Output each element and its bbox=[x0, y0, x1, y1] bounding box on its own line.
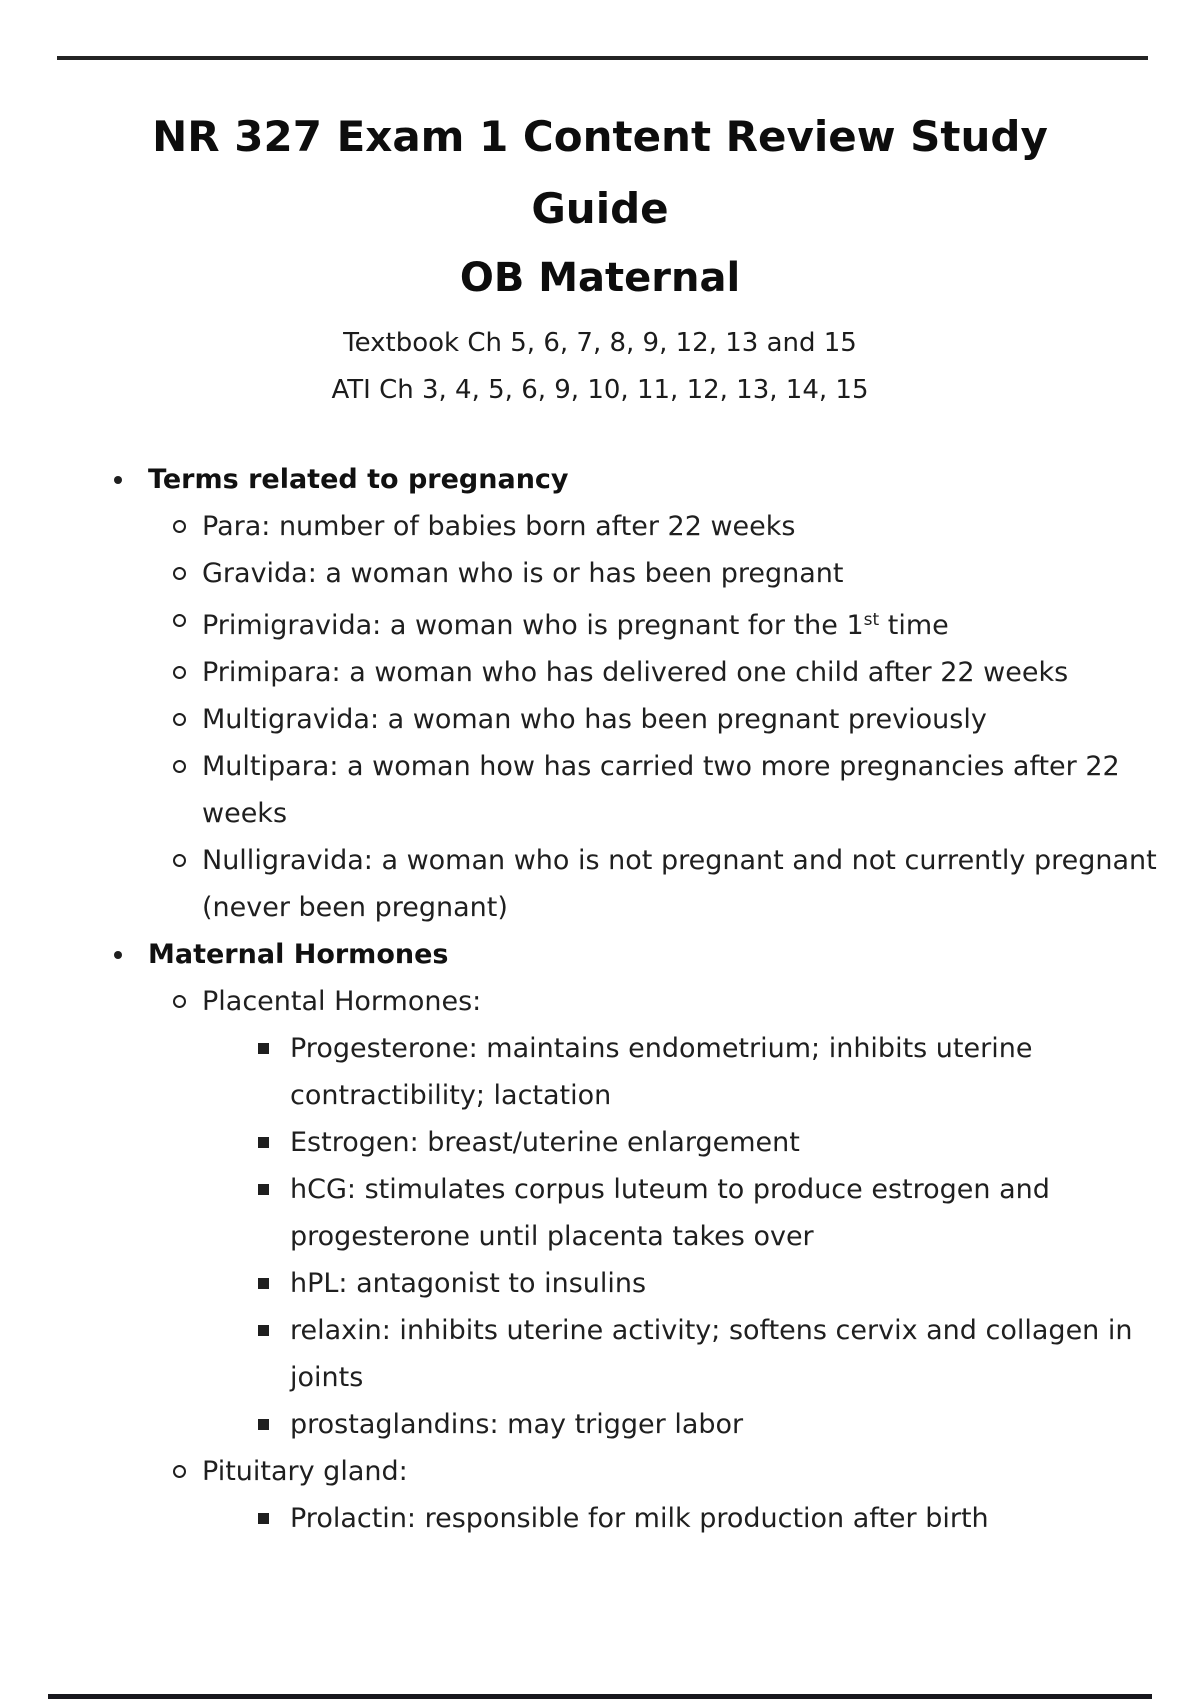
square-bullet-icon bbox=[258, 1419, 269, 1430]
text-line: Prolactin: responsible for milk production after birth bbox=[290, 1503, 989, 1534]
text-line: Nulligravida: a woman who is not pregnant and not currently pregnant bbox=[202, 845, 1157, 876]
ati-reference: ATI Ch 3, 4, 5, 6, 9, 10, 11, 12, 13, 14, 15 bbox=[331, 375, 869, 405]
square-bullet-icon bbox=[258, 1513, 269, 1524]
square-bullet-icon bbox=[258, 1278, 269, 1289]
term-primigravida bbox=[0, 597, 1200, 649]
section-terms-heading bbox=[0, 456, 1200, 503]
square-bullet-icon bbox=[258, 1325, 269, 1336]
text-line: (never been pregnant) bbox=[202, 892, 508, 923]
text-line: joints bbox=[290, 1362, 364, 1393]
text-line: weeks bbox=[202, 798, 288, 829]
term-nulligravida bbox=[0, 837, 1200, 931]
term-gravida bbox=[0, 550, 1200, 597]
hormone-hpl bbox=[0, 1260, 1200, 1307]
text-line: Progesterone: maintains endometrium; inhibits uterine bbox=[290, 1033, 1033, 1064]
circle-bullet-icon bbox=[173, 854, 186, 867]
hormone-relaxin bbox=[0, 1307, 1200, 1401]
circle-bullet-icon bbox=[173, 760, 186, 773]
square-bullet-icon bbox=[258, 1043, 269, 1054]
text-line: Gravida: a woman who is or has been pregnant bbox=[202, 558, 844, 589]
text-line: relaxin: inhibits uterine activity; softens cervix and collagen in bbox=[290, 1315, 1133, 1346]
textbook-reference: Textbook Ch 5, 6, 7, 8, 9, 12, 13 and 15 bbox=[343, 328, 857, 358]
hormone-progesterone bbox=[0, 1025, 1200, 1119]
text-line: Placental Hormones: bbox=[202, 986, 482, 1017]
page-title-line-1: NR 327 Exam 1 Content Review Study bbox=[152, 112, 1048, 161]
superscript-st: st bbox=[863, 610, 880, 630]
circle-bullet-icon bbox=[173, 666, 186, 679]
text-line: contractibility; lactation bbox=[290, 1080, 612, 1111]
page-title bbox=[0, 101, 1200, 245]
square-bullet-icon bbox=[258, 1184, 269, 1195]
outline-list bbox=[0, 456, 1200, 1542]
text-line: hPL: antagonist to insulins bbox=[290, 1268, 647, 1299]
text-line: Para: number of babies born after 22 weeks bbox=[202, 511, 796, 542]
term-multipara bbox=[0, 743, 1200, 837]
text-line: Estrogen: breast/uterine enlargement bbox=[290, 1127, 800, 1158]
section-maternal-hormones-heading bbox=[0, 931, 1200, 978]
text-line: hCG: stimulates corpus luteum to produce estrogen and bbox=[290, 1174, 1050, 1205]
term-para bbox=[0, 503, 1200, 550]
circle-bullet-icon bbox=[173, 567, 186, 580]
circle-bullet-icon bbox=[173, 1465, 186, 1478]
circle-bullet-icon bbox=[173, 614, 186, 627]
disc-bullet-icon bbox=[114, 951, 122, 959]
text-line: Pituitary gland: bbox=[202, 1456, 408, 1487]
page-subtitle: OB Maternal bbox=[459, 255, 741, 301]
text-line: Terms related to pregnancy bbox=[148, 464, 569, 495]
term-multigravida bbox=[0, 696, 1200, 743]
text-line: prostaglandins: may trigger labor bbox=[290, 1409, 744, 1440]
term-primipara bbox=[0, 649, 1200, 696]
text-segment: Primigravida: a woman who is pregnant for the 1 bbox=[202, 610, 864, 641]
circle-bullet-icon bbox=[173, 520, 186, 533]
text-line: Multipara: a woman how has carried two more pregnancies after 22 bbox=[202, 751, 1120, 782]
item-pituitary-gland bbox=[0, 1448, 1200, 1495]
text-line: Multigravida: a woman who has been pregnant previously bbox=[202, 704, 987, 735]
circle-bullet-icon bbox=[173, 713, 186, 726]
page-title-line-2: Guide bbox=[531, 184, 669, 233]
text-line: Primipara: a woman who has delivered one child after 22 weeks bbox=[202, 657, 1069, 688]
square-bullet-icon bbox=[258, 1137, 269, 1148]
bottom-rule bbox=[48, 1694, 1152, 1699]
hormone-hcg bbox=[0, 1166, 1200, 1260]
item-placental-hormones bbox=[0, 978, 1200, 1025]
hormone-estrogen bbox=[0, 1119, 1200, 1166]
text-line bbox=[202, 597, 1200, 649]
disc-bullet-icon bbox=[114, 476, 122, 484]
hormone-prolactin bbox=[0, 1495, 1200, 1542]
text-line: progesterone until placenta takes over bbox=[290, 1221, 814, 1252]
circle-bullet-icon bbox=[173, 995, 186, 1008]
reference-lines bbox=[0, 320, 1200, 414]
text-segment: time bbox=[879, 610, 949, 641]
text-line: Maternal Hormones bbox=[148, 939, 449, 970]
hormone-prostaglandins bbox=[0, 1401, 1200, 1448]
top-rule bbox=[57, 56, 1148, 60]
